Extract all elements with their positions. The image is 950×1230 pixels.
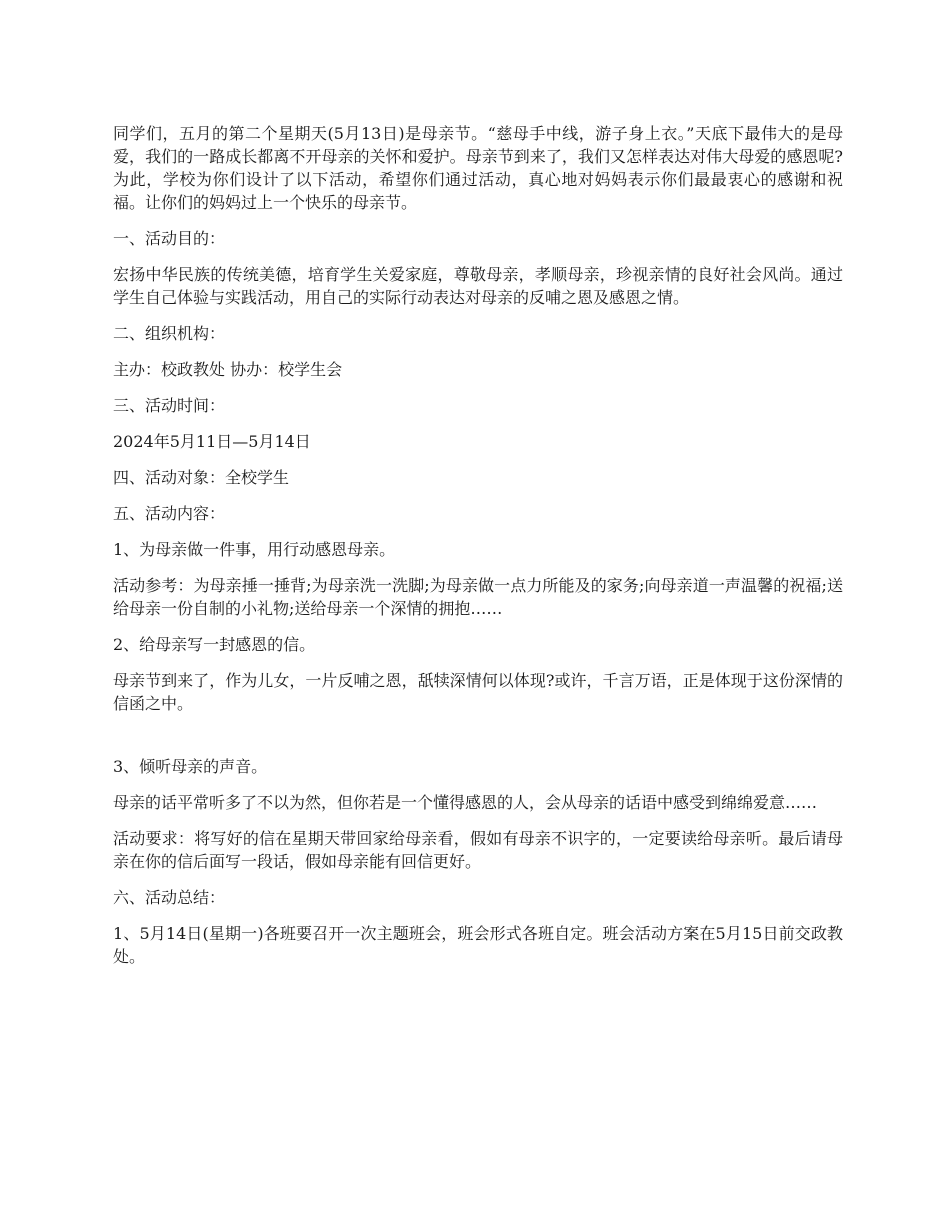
content-item-1-reference: 活动参考：为母亲捶一捶背;为母亲洗一洗脚;为母亲做一点力所能及的家务;向母亲道一声温馨的祝福;送给母亲一份自制的小礼物;送给母亲一个深情的拥抱…… <box>113 576 843 618</box>
content-item-3: 3、倾听母亲的声音。 <box>113 757 268 776</box>
intro-paragraph: 同学们，五月的第二个星期天(5月13日)是母亲节。“慈母手中线，游子身上衣。”天底下最伟大的是母爱，我们的一路成长都离不开母亲的关怀和爱护。母亲节到来了，我们又怎样表达对伟大母爱的感恩呢?为此，学校为你们设计了以下活动，希望你们通过活动，真心地对妈妈表示你们最最衷心的感谢和祝福。让你们的妈妈过上一个快乐的母亲节。 <box>113 124 843 212</box>
content-item-1: 1、为母亲做一件事，用行动感恩母亲。 <box>113 540 396 559</box>
section-heading-content: 五、活动内容： <box>113 504 226 523</box>
time-paragraph: 2024年5月11日—5月14日 <box>113 432 311 451</box>
content-item-2-description: 母亲节到来了，作为儿女，一片反哺之恩，舐犊深情何以体现?或许，千言万语，正是体现于这份深情的信函之中。 <box>113 671 843 713</box>
organization-paragraph: 主办：校政教处 协办：校学生会 <box>113 360 343 379</box>
paragraph-gap <box>113 728 843 755</box>
content-item-2: 2、给母亲写一封感恩的信。 <box>113 635 316 654</box>
section-heading-time: 三、活动时间： <box>113 396 226 415</box>
section-heading-audience: 四、活动对象：全校学生 <box>113 468 290 487</box>
content-item-3-description: 母亲的话平常听多了不以为然，但你若是一个懂得感恩的人，会从母亲的话语中感受到绵绵爱意…… <box>113 793 818 812</box>
section-heading-summary: 六、活动总结： <box>113 888 226 907</box>
activity-requirements: 活动要求：将写好的信在星期天带回家给母亲看，假如有母亲不识字的，一定要读给母亲听。最后请母亲在你的信后面写一段话，假如母亲能有回信更好。 <box>113 829 843 871</box>
summary-item-1: 1、5月14日(星期一)各班要召开一次主题班会，班会形式各班自定。班会活动方案在5月15日前交政教处。 <box>113 924 843 966</box>
section-heading-organization: 二、组织机构： <box>113 324 226 343</box>
section-heading-purpose: 一、活动目的： <box>113 229 226 248</box>
document-body <box>113 122 843 981</box>
purpose-paragraph: 宏扬中华民族的传统美德，培育学生关爱家庭，尊敬母亲，孝顺母亲，珍视亲情的良好社会风尚。通过学生自己体验与实践活动，用自己的实际行动表达对母亲的反哺之恩及感恩之情。 <box>113 265 843 307</box>
